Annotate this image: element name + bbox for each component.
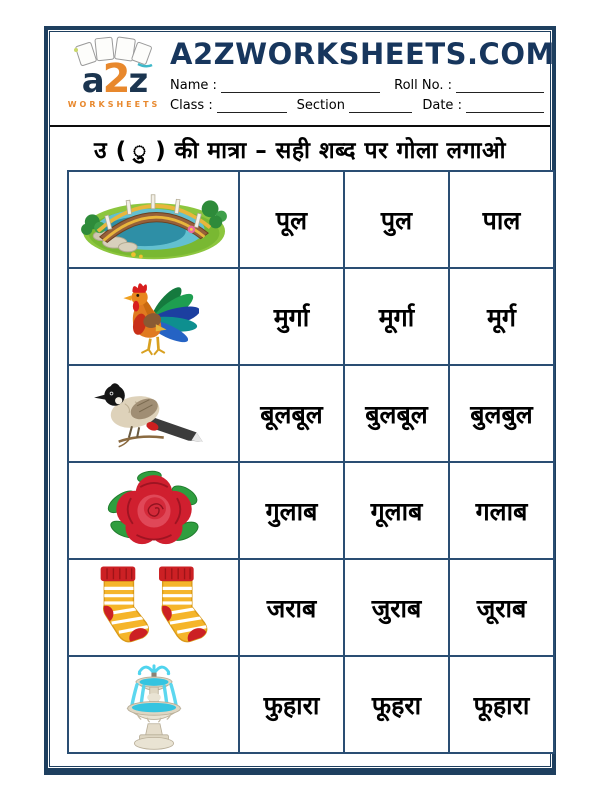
a2z-logo xyxy=(58,32,170,125)
word-text: बुलबूल xyxy=(365,399,428,429)
word-text: फुहारा xyxy=(263,690,320,720)
fountain-image xyxy=(111,659,197,751)
table-row xyxy=(68,656,554,753)
table-row xyxy=(68,559,554,656)
word-text: मूर्गा xyxy=(378,302,415,332)
table-row xyxy=(68,462,554,559)
logo-2: 2 xyxy=(102,56,129,102)
word-option-cell[interactable] xyxy=(239,171,344,268)
word-text: जुराब xyxy=(371,593,422,623)
table-row xyxy=(68,365,554,462)
word-text: पाल xyxy=(482,205,521,235)
word-option-cell[interactable] xyxy=(239,656,344,753)
word-option-cell[interactable] xyxy=(239,559,344,656)
word-text: पुल xyxy=(380,205,413,235)
word-option-cell[interactable] xyxy=(344,559,449,656)
class-label: Class : xyxy=(170,98,213,113)
bridge-image xyxy=(78,177,230,263)
site-title: A2ZWORKSHEETS.COM xyxy=(170,37,555,71)
worksheet-page-frame xyxy=(44,26,556,775)
word-option-cell[interactable] xyxy=(344,171,449,268)
section-blank-line xyxy=(349,99,412,113)
word-option-cell[interactable] xyxy=(239,365,344,462)
roll-blank-line xyxy=(456,79,544,93)
word-option-cell[interactable] xyxy=(449,462,554,559)
logo-z: z xyxy=(128,61,147,101)
name-label: Name : xyxy=(170,78,217,93)
word-text: बूलबूल xyxy=(260,399,323,429)
word-text: फूहारा xyxy=(473,690,530,720)
roll-label: Roll No. : xyxy=(394,78,452,93)
rooster-image xyxy=(109,272,199,362)
word-option-cell[interactable] xyxy=(344,268,449,365)
word-text: बुलबुल xyxy=(470,399,533,429)
section-label: Section xyxy=(296,98,345,113)
word-text: मुर्गा xyxy=(273,302,310,332)
date-blank-line xyxy=(466,99,544,113)
worksheet-table-body xyxy=(68,171,554,753)
word-text: जराब xyxy=(266,593,317,623)
word-option-cell[interactable] xyxy=(239,268,344,365)
table-row xyxy=(68,171,554,268)
word-option-cell[interactable] xyxy=(344,462,449,559)
word-text: जूराब xyxy=(476,593,527,623)
class-blank-line xyxy=(217,99,287,113)
bulbul-bird-image xyxy=(90,373,218,455)
word-text: मूर्ग xyxy=(486,302,517,332)
date-label: Date : xyxy=(422,98,462,113)
header xyxy=(50,32,555,127)
header-right xyxy=(170,32,555,125)
word-text: गुलाब xyxy=(265,496,318,526)
word-option-cell[interactable] xyxy=(239,462,344,559)
inner-border xyxy=(49,31,555,767)
table-row xyxy=(68,268,554,365)
word-option-cell[interactable] xyxy=(449,559,554,656)
word-text: गलाब xyxy=(475,496,528,526)
word-option-cell[interactable] xyxy=(449,268,554,365)
word-option-cell[interactable] xyxy=(344,365,449,462)
word-text: गूलाब xyxy=(370,496,423,526)
worksheet-table xyxy=(67,170,555,754)
socks-image xyxy=(97,564,211,652)
student-fields xyxy=(170,73,544,113)
logo-a: a xyxy=(81,61,103,101)
word-option-cell[interactable] xyxy=(449,171,554,268)
worksheet-title: उ ( ु ) की मात्रा – सही शब्द पर गोला लगाओ xyxy=(93,137,506,164)
logo-worksheets-text: WORKSHEETS xyxy=(67,100,161,109)
word-text: फूहरा xyxy=(371,690,422,720)
name-blank-line xyxy=(221,79,380,93)
rose-image xyxy=(103,465,205,557)
word-option-cell[interactable] xyxy=(449,365,554,462)
word-text: पूल xyxy=(275,205,308,235)
word-option-cell[interactable] xyxy=(344,656,449,753)
word-option-cell[interactable] xyxy=(449,656,554,753)
